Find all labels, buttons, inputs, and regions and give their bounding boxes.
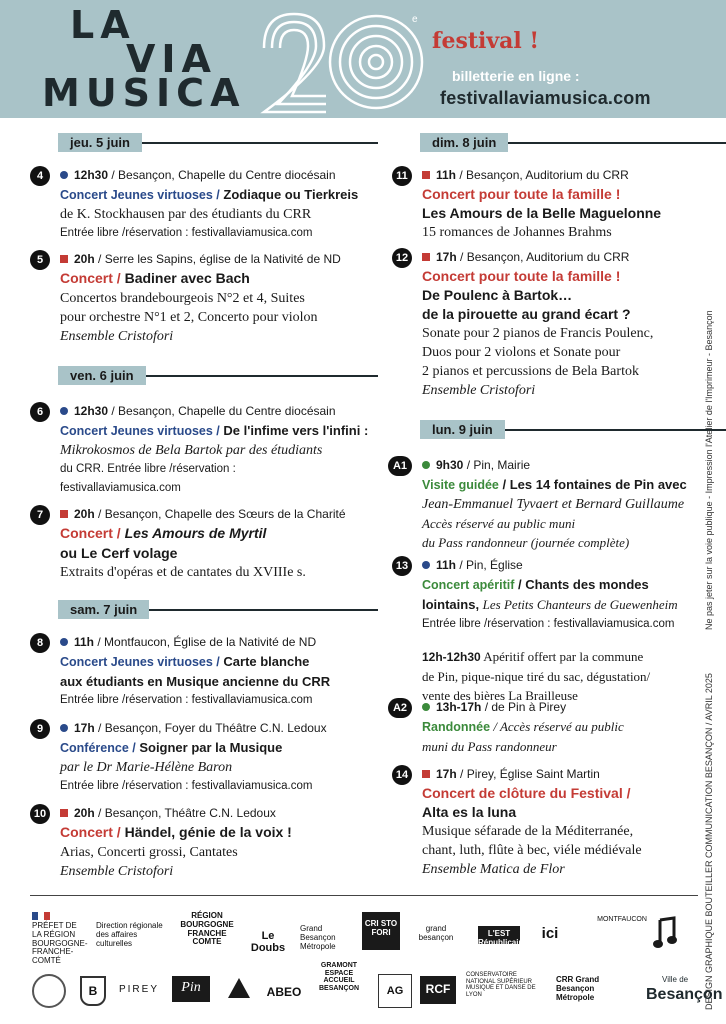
- festival-header: [0, 0, 726, 118]
- ici-logo: ici: [541, 925, 559, 942]
- day-header-fri: [58, 366, 378, 385]
- pirey-logo: PIREY: [118, 984, 159, 995]
- event-6: 6 12h30 / Besançon, Chapelle du Centre diocésain Concert Jeunes virtuoses / De l'infime vers l'infini : Mikrokosmos de Bela Bartok par des étudiants du CRR. Entrée libre /réservation : festivallaviamusica.com: [60, 402, 368, 497]
- blue-dot-icon: [60, 638, 68, 646]
- billetterie-label: billetterie en ligne :: [452, 68, 580, 84]
- green-dot-icon: [422, 703, 430, 711]
- day-header-sat: [58, 600, 378, 619]
- day-label: sam. 7 juin: [58, 600, 149, 619]
- red-square-icon: [60, 255, 68, 263]
- red-square-icon: [60, 510, 68, 518]
- event-number: 8: [30, 633, 50, 653]
- event-10: 10 20h / Besançon, Théâtre C.N. Ledoux Concert / Händel, génie de la voix ! Arias, Concerti grossi, Cantates Ensemble Cristofori: [60, 804, 292, 881]
- website-link[interactable]: festivallaviamusica.com: [440, 88, 651, 108]
- event-number: A1: [388, 456, 412, 476]
- event-number: 10: [30, 804, 50, 824]
- logo-line-3: MUSICA: [42, 71, 246, 115]
- prefet-logo: PRÉFET DE LA RÉGION BOURGOGNE-FRANCHE-COMTÉ: [32, 912, 87, 966]
- grand-besancon-logo: Grand Besançon Métropole: [300, 924, 336, 951]
- green-dot-icon: [422, 461, 430, 469]
- drac-text: Direction régionale des affaires culturelles: [96, 921, 163, 948]
- doubs-logo: Le Doubs: [250, 930, 286, 955]
- event-13: 13 11h / Pin, Église Concert apéritif / Chants des mondes lointains, Les Petits Chanteurs de Guewenheim Entrée libre /réservation : festivallaviamusica.com 12h-12h30 Apéritif offert par la commune de Pin, pique-nique tiré du sac, dégustation/ vente des bières La Brailleuse: [422, 556, 678, 705]
- edition-number: 20: [254, 8, 256, 9]
- footer-divider: [30, 895, 698, 896]
- event-number: 13: [392, 556, 412, 576]
- event-a1: A1 9h30 / Pin, Mairie Visite guidée / Les 14 fontaines de Pin avec Jean-Emmanuel Tyvaert et Bernard Guillaume Accès réservé au public muni du Pass randonneur (journée complète): [422, 456, 687, 552]
- event-a2: A2 13h-17h / de Pin à Pirey Randonnée / Accès réservé au public muni du Pass randonneur: [422, 698, 624, 756]
- grand-besancon-b-logo: grand besançon: [418, 924, 454, 942]
- music-note-icon: [652, 916, 682, 950]
- pin-logo: Pin: [172, 976, 210, 1002]
- blue-dot-icon: [60, 724, 68, 732]
- event-number: 11: [392, 166, 412, 186]
- day-header-sun: [420, 133, 726, 152]
- cnsmd-logo: CONSERVATOIRE NATIONAL SUPÉRIEUR MUSIQUE ET DANSE DE LYON: [466, 972, 536, 998]
- day-label: dim. 8 juin: [420, 133, 508, 152]
- besancon-logo: Besançon: [646, 986, 723, 1003]
- side-print-notice: Ne pas jeter sur la voie publique - Impression l'Atelier de l'Imprimeur - Besançon: [704, 310, 714, 630]
- logo-line-2: VIA: [126, 37, 217, 81]
- red-square-icon: [422, 253, 430, 261]
- event-11: 11 11h / Besançon, Auditorium du CRR Concert pour toute la famille ! Les Amours de la Belle Maguelonne 15 romances de Johannes Brahms: [422, 166, 661, 242]
- blue-dot-icon: [60, 407, 68, 415]
- day-header-thu: [58, 133, 378, 152]
- shield-b-icon: B: [80, 976, 106, 1006]
- festival-word: festival !: [432, 28, 540, 54]
- region-logo: RÉGION BOURGOGNE FRANCHE COMTE: [180, 911, 234, 947]
- cristofori-logo: CRI STO FORI: [362, 912, 400, 950]
- day-header-mon: [420, 420, 726, 439]
- event-8: 8 11h / Montfaucon, Église de la Nativité de ND Concert Jeunes virtuoses / Carte blanche aux étudiants en Musique ancienne du CRR Entrée libre /réservation : festivallaviamusica.com: [60, 633, 330, 709]
- blue-dot-icon: [60, 171, 68, 179]
- crr-logo: CRR Grand Besançon Métropole: [556, 975, 600, 1002]
- agpc-logo: AG: [378, 974, 412, 1008]
- montfaucon-logo: MONTFAUCON: [597, 916, 647, 923]
- event-number: A2: [388, 698, 412, 718]
- event-9: 9 17h / Besançon, Foyer du Théâtre C.N. Ledoux Conférence / Soigner par la Musique par le Dr Marie-Hélène Baron Entrée libre /réservation : festivallaviamusica.com: [60, 719, 327, 795]
- ville-de-label: Ville de: [662, 975, 689, 984]
- blue-dot-icon: [422, 561, 430, 569]
- event-number: 14: [392, 765, 412, 785]
- serre-les-sapins-icon: [224, 976, 254, 1004]
- day-label: lun. 9 juin: [420, 420, 505, 439]
- side-design-credit: DESIGN GRAPHIQUE BOUTEILLER COMMUNICATION BESANÇON / AVRIL 2025: [704, 673, 714, 1010]
- twentieth-edition-logo: [254, 8, 424, 116]
- red-square-icon: [422, 770, 430, 778]
- rcf-logo: RCF: [420, 976, 456, 1004]
- event-4: 4 12h30 / Besançon, Chapelle du Centre diocésain Concert Jeunes virtuoses / Zodiaque ou Tierkreis de K. Stockhausen par des étudiants du CRR Entrée libre /réservation : festivallaviamusica.com: [60, 166, 358, 242]
- event-7: 7 20h / Besançon, Chapelle des Sœurs de la Charité Concert / Les Amours de Myrtil ou Le Cerf volage Extraits d'opéras et de cantates du XVIIIe s.: [60, 505, 346, 582]
- event-number: 6: [30, 402, 50, 422]
- gramont-logo: GRAMONT ESPACE ACCUEIL BESANÇON: [318, 962, 360, 993]
- red-square-icon: [60, 809, 68, 817]
- day-label: ven. 6 juin: [58, 366, 146, 385]
- event-14: 14 17h / Pirey, Église Saint Martin Concert de clôture du Festival / Alta es la luna Musique séfarade de la Méditerranée, chant, luth, flûte à bec, viéle médiévale Ensemble Matica de Flor: [422, 765, 642, 879]
- event-number: 5: [30, 250, 50, 270]
- red-square-icon: [422, 171, 430, 179]
- lest-republicain-logo: L'EST Républicain: [478, 926, 520, 944]
- abeo-logo: ABEO: [266, 985, 302, 999]
- event-12: 12 17h / Besançon, Auditorium du CRR Concert pour toute la famille ! De Poulenc à Bartok… de la pirouette au grand écart ? Sonate pour 2 pianos de Francis Poulenc, Duos pour 2 violons et Sonate pour 2 pianos et percussions de Bela Bartok Ensemble Cristofori: [422, 248, 653, 400]
- edition-suffix: e: [412, 14, 418, 25]
- logo-line-1: LA: [70, 3, 136, 47]
- event-number: 4: [30, 166, 50, 186]
- seal-logo: [32, 974, 66, 1008]
- event-number: 9: [30, 719, 50, 739]
- event-5: 5 20h / Serre les Sapins, église de la Nativité de ND Concert / Badiner avec Bach Concertos brandebourgeois N°2 et 4, Suites pour orchestre N°1 et 2, Concerto pour violon Ensemble Cristofori: [60, 250, 341, 346]
- event-number: 12: [392, 248, 412, 268]
- event-number: 7: [30, 505, 50, 525]
- day-label: jeu. 5 juin: [58, 133, 142, 152]
